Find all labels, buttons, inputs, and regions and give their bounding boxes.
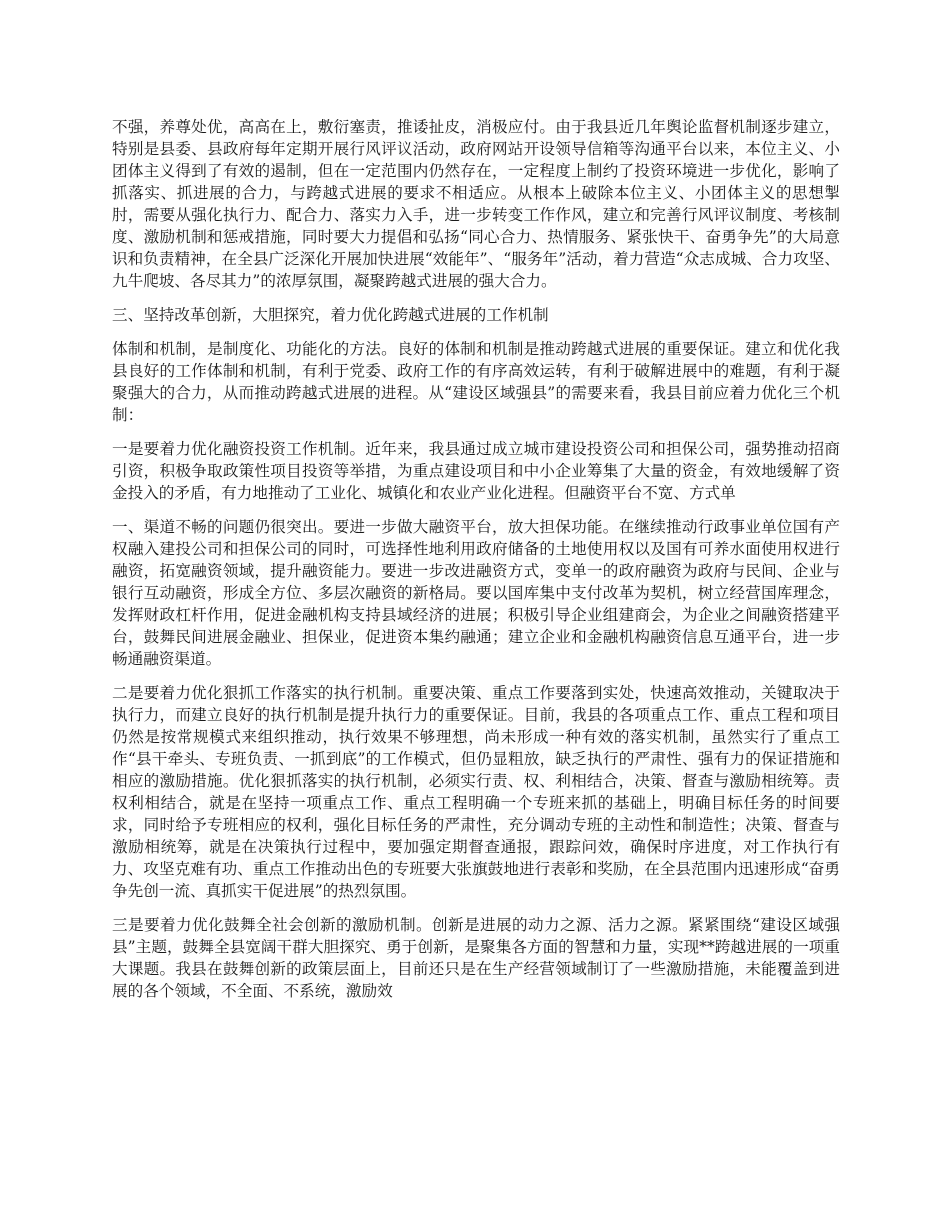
paragraph-6: 三是要着力优化鼓舞全社会创新的激励机制。创新是进展的动力之源、活力之源。紧紧围绕“建设区域强县”主题，鼓舞全县宽阔干群大胆探究、勇于创新，是聚集各方面的智慧和力量，实现**跨越进展的一项重大课题。我县在鼓舞创新的政策层面上，目前还只是在生产经营领域制订了一些激励措施，未能覆盖到进展的各个领域，不全面、不系统，激励效	[112, 916, 840, 1000]
paragraph-5: 二是要着力优化狠抓工作落实的执行机制。重要决策、重点工作要落到实处，快速高效推动，关键取决于执行力，而建立良好的执行机制是提升执行力的重要保证。目前，我县的各项重点工作、重点工程和项目仍然是按常规模式来组织推动，执行效果不够理想，尚未形成一种有效的落实机制，虽然实行了重点工作“县干牵头、专班负责、一抓到底”的工作模式，但仍显粗放，缺乏执行的严肃性、强有力的保证措施和相应的激励措施。优化狠抓落实的执行机制，必须实行责、权、利相结合，决策、督查与激励相统筹。责权利相结合，就是在坚持一项重点工作、重点工程明确一个专班来抓的基础上，明确目标任务的时间要求，同时给予专班相应的权利，强化目标任务的严肃性，充分调动专班的主动性和制造性；决策、督查与激励相统筹，就是在决策执行过程中，要加强定期督查通报，跟踪问效，确保时序进度，对工作执行有力、攻坚克难有功、重点工作推动出色的专班要大张旗鼓地进行表彰和奖励，在全县范围内迅速形成“奋勇争先创一流、真抓实干促进展”的热烈氛围。	[112, 684, 840, 900]
paragraph-3: 一是要着力优化融资投资工作机制。近年来，我县通过成立城市建设投资公司和担保公司，强势推动招商引资，积极争取政策性项目投资等举措，为重点建设项目和中小企业筹集了大量的资金，有效地缓解了资金投入的矛盾，有力地推动了工业化、城镇化和农业产业化进程。但融资平台不宽、方式单	[112, 440, 840, 502]
paragraph-4: 一、渠道不畅的问题仍很突出。要进一步做大融资平台，放大担保功能。在继续推动行政事业单位国有产权融入建投公司和担保公司的同时，可选择性地利用政府储备的土地使用权以及国有可养水面使用权进行融资，拓宽融资领域，提升融资能力。要进一步改进融资方式，变单一的政府融资为政府与民间、企业与银行互动融资，形成全方位、多层次融资的新格局。要以国库集中支付改革为契机，树立经营国库理念，发挥财政杠杆作用，促进金融机构支持县域经济的进展；积极引导企业组建商会，为企业之间融资搭建平台，鼓舞民间进展金融业、担保业，促进资本集约融通；建立企业和金融机构融资信息互通平台，进一步畅通融资渠道。	[112, 518, 840, 668]
section-heading-3: 三、坚持改革创新，大胆探究，着力优化跨越式进展的工作机制	[112, 306, 549, 324]
document-body	[112, 116, 840, 1014]
paragraph-1: 不强，养尊处优，高高在上，敷衍塞责，推诿扯皮，消极应付。由于我县近几年舆论监督机制逐步建立，特别是县委、县政府每年定期开展行风评议活动，政府网站开设领导信箱等沟通平台以来，本位主义、小团体主义得到了有效的遏制，但在一定范围内仍然存在，一定程度上制约了投资环境进一步优化，影响了抓落实、抓进展的合力，与跨越式进展的要求不相适应。从根本上破除本位主义、小团体主义的思想掣肘，需要从强化执行力、配合力、落实力入手，进一步转变工作作风，建立和完善行风评议制度、考核制度、激励机制和惩戒措施，同时要大力提倡和弘扬“同心合力、热情服务、紧张快干、奋勇争先”的大局意识和负责精神，在全县广泛深化开展加快进展“效能年”、“服务年”活动，着力营造“众志成城、合力攻坚、九牛爬坡、各尽其力”的浓厚氛围，凝聚跨越式进展的强大合力。	[112, 118, 840, 290]
paragraph-2: 体制和机制，是制度化、功能化的方法。良好的体制和机制是推动跨越式进展的重要保证。建立和优化我县良好的工作体制和机制，有利于党委、政府工作的有序高效运转，有利于破解进展中的难题，有利于凝聚强大的合力，从而推动跨越式进展的进程。从“建设区域强县”的需要来看，我县目前应着力优化三个机制：	[112, 340, 840, 424]
